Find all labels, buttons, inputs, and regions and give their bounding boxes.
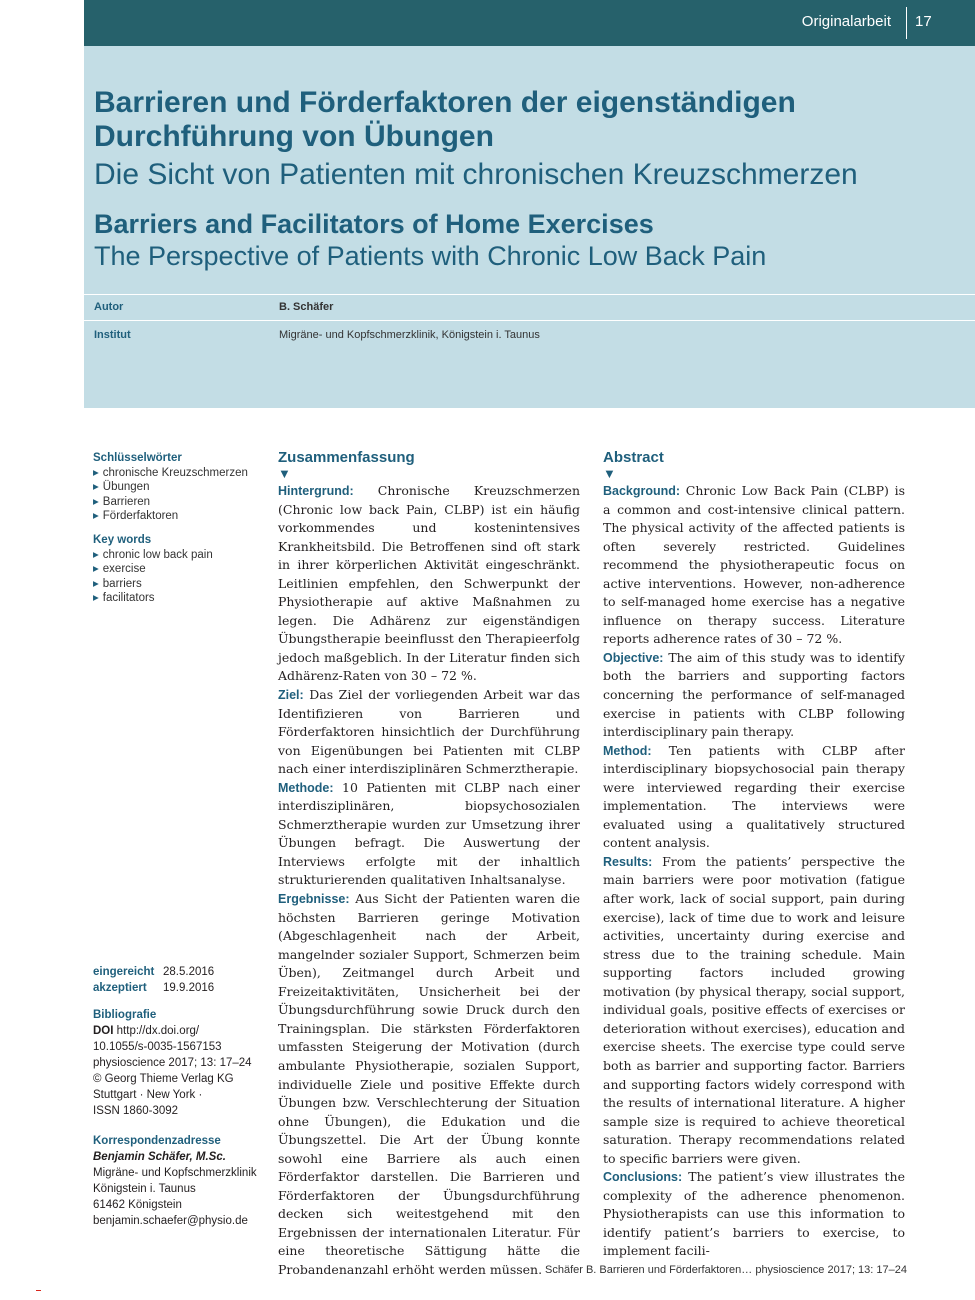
correspondence-email[interactable]: benjamin.schaefer@physio.de [93,1215,248,1227]
abstract-paragraph: Method: Ten patients with CLBP after interdisciplinary biopsychosocial pain therapy were interviewed regarding their exercise implementation. The interviews were evaluated using a qualitatively structured content analysis. [603,742,905,851]
submission-dates [93,964,214,996]
issn: ISSN 1860-3092 [93,1105,179,1117]
triangle-down-icon: ▼ [603,466,616,481]
keyword-item: ▸ exercise [93,562,263,577]
keyword-item: ▸ Förderfaktoren [93,509,263,524]
abstract-paragraph: Background: Chronic Low Back Pain (CLBP) is a common and cost-intensive clinical pattern. The physical activity of the affected patients is often severely restricted. Guidelines recommend the physiotherapeutic focus on active interventions. However, non-adherence to self-managed home exercise has a negative influence on therapy success. Literature reports adherence rates of 30 – 72 %. [603,483,905,647]
abstract-paragraph: Ergebnisse: Aus Sicht der Patienten waren die höchsten Barrieren geringe Motivation (Abgeschlagenheit nach der Arbeit, mangelnder sozialer Support, Schmerzen beim Üben), Zeitmangel durch Arbeit und Freizeitaktivitäten, Unsicherheit bei der Übungsdurchführung sowie Druck durch den Trainingsplan. Die stärksten Förderfaktoren umfassten Steigerung der Motivation (durch ambulante Physiotherapie, sozialen Support, individuelle Ziele und positive Effekte durch Übungen bzw. Verschlechterung der Situation ohne Übungen), die Edukation und die Übungszettel. Die Art der Übung konnte sowohl eine Barriere als auch einen Förderfaktor darstellen. Die Barrieren und Förderfaktoren der Übungsdurchführung decken sich weitestgehend mit den Ergebnissen der internationalen Literatur. Für eine theoretische Sättigung hätte die Probandenanzahl erhöht werden müssen. [278,891,580,1277]
publisher-place: Stuttgart · New York · [93,1089,203,1101]
received-label: eingereicht [93,966,155,978]
doi-label: DOI [93,1025,114,1037]
abstract-paragraph: Hintergrund: Chronische Kreuzschmerzen (Chronic low back Pain, CLBP) ist ein häufig vorkommendes und kostenintensives Krankheitsbild. Die Betroffenen sind oft stark in ihrer körperlichen Aktivität eingeschränkt. Leitlinien empfehlen, den Schwerpunkt der Physiotherapie auf aktive Maßnahmen zu legen. Die Adhärenz zur eigenständigen Übungstherapie beeinflusst den Therapieerfolg jedoch maßgeblich. In der Literatur finden sich Adhärenz-Raten von 30 – 72 %. [278,483,580,684]
title-panel [84,46,975,408]
abstract-column [603,449,905,1261]
divider [84,294,975,295]
section-label: Originalarbeit [801,13,891,30]
bibliography-heading: Bibliografie [93,1009,157,1021]
correspondence-heading: Korrespondenzadresse [93,1135,221,1147]
page-number: 17 [915,13,932,30]
accepted-date: 19.9.2016 [163,982,215,994]
triangle-down-icon: ▼ [278,466,291,481]
divider [84,320,975,321]
title-en-main: Barriers and Facilitators of Home Exercises [94,209,654,239]
zusammenfassung-heading: Zusammenfassung [278,449,415,466]
abstract-paragraph: Methode: 10 Patienten mit CLBP nach einer interdisziplinären, biopsychosozialen Schmerztherapie wurden zur Umsetzung ihrer Übungen befragt. Die Auswertung der Interviews erfolgte mit der inhaltlich strukturierenden qualitativen Inhaltsanalyse. [278,779,580,888]
keywords-de-list [93,466,263,524]
correspondence-line: 61462 Königstein [93,1199,182,1211]
accepted-label: akzeptiert [93,982,147,994]
correspondence-name: Benjamin Schäfer, M.Sc. [93,1151,226,1163]
title-de-sub: Die Sicht von Patienten mit chronischen Kreuzschmerzen [94,158,858,191]
keyword-item: ▸ chronische Kreuzschmerzen [93,466,263,481]
keyword-item: ▸ Übungen [93,480,263,495]
bibliography [93,1007,263,1119]
title-de-main: Barrieren und Förderfaktoren der eigenständigen Durchführung von Übungen [94,86,796,153]
correspondence-line: Königstein i. Taunus [93,1183,196,1195]
correspondence-line: Migräne- und Kopfschmerzklinik [93,1167,257,1179]
abstract-paragraph: Results: From the patients’ perspective the main barriers were poor motivation (fatigue after work, lack of social support, pain during exercise), lack of time due to work and leisure activities, uncertainty during exercise and stress due to the training schedule. Main supporting factors included growing motivation (by physical therapy, social support, individual goals, positive effects of exercises or deterioration without exercises), education and exercise sheets. The exercise type could serve both as barrier and supporting factor. Barriers and supporting factors widely correspond with the results of international literature. A higher sample size is required to achieve theoretical saturation. Therapy recommendations related to specific barriers were given. [603,853,905,1166]
zusammenfassung-body [278,482,580,1280]
title-en-sub: The Perspective of Patients with Chronic Low Back Pain [94,241,767,271]
crop-mark [36,1290,41,1291]
running-header-bar [84,0,975,46]
abstract-paragraph: Ziel: Das Ziel der vorliegenden Arbeit war das Identifizieren von Barrieren und Förderfaktoren hinsichtlich der Durchführung von Eigenübungen bei Patienten mit CLBP nach einer interdisziplinären Schmerztherapie. [278,687,580,777]
keywords-en-heading: Key words [93,533,152,546]
keyword-item: ▸ chronic low back pain [93,548,263,563]
zusammenfassung-column [278,449,580,1280]
keywords-de-heading: Schlüsselwörter [93,452,182,464]
author-name: B. Schäfer [279,301,334,313]
author-label: Autor [94,301,124,313]
doi-url[interactable]: http://dx.doi.org/ [116,1025,200,1037]
keyword-item: ▸ facilitators [93,591,263,606]
institute-name: Migräne- und Kopfschmerzklinik, Königstein i. Taunus [279,329,540,341]
page-footer-citation: Schäfer B. Barrieren und Förderfaktoren… physioscience 2017; 13: 17–24 [545,1264,907,1276]
copyright: © Georg Thieme Verlag KG [93,1073,234,1085]
keyword-item: ▸ Barrieren [93,495,263,510]
abstract-body [603,482,905,1261]
keyword-item: ▸ barriers [93,577,263,592]
doi-value[interactable]: 10.1055/s-0035-1567153 [93,1041,222,1053]
keywords-en-list [93,548,263,606]
journal-citation: physioscience 2017; 13: 17–24 [93,1057,252,1069]
abstract-heading: Abstract [603,449,664,466]
header-separator [906,7,907,39]
abstract-paragraph: Objective: The aim of this study was to identify both the barriers and supporting factors concerning the performance of self-managed exercise in patients with CLBP following interdisciplinary pain therapy. [603,649,905,740]
received-date: 28.5.2016 [163,966,215,978]
keywords-sidebar [93,451,263,615]
correspondence-address [93,1133,268,1229]
institute-label: Institut [94,329,131,341]
abstract-paragraph: Conclusions: The patient’s view illustrates the complexity of the adherence phenomenon. Physiotherapists can use this information to identify patient’s barriers to exercise, to implement facili- [603,1169,905,1259]
